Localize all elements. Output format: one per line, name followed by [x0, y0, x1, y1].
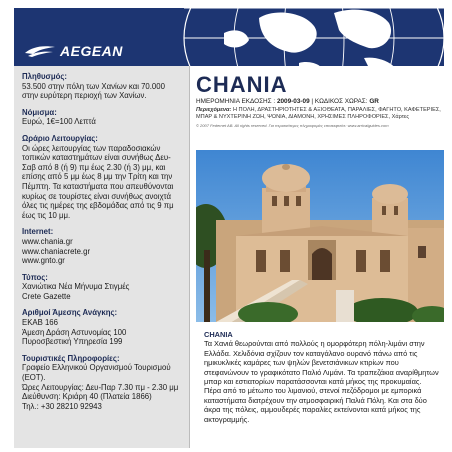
brand-name: AEGEAN: [60, 43, 123, 59]
emergency-section: [22, 308, 181, 346]
aegean-logo: [24, 43, 123, 59]
section-text: Οι ώρες λειτουργίας των παραδοσιακών τοπικών καταστημάτων είναι συνήθως Δευ-Σαβ από 8 (ή 9) πμ έως 2.30 (ή 3) μμ, και επίσης από 5 μμ έως 8 μμ την Τρίτη και την Πέμπτη. Τα καταστήματα που απευθύνονται κυρίως σε τουρίστες είναι συνήθως ανοιχτά όλες τις ημέρες της εβδομάδας από τις 9 πμ έως τις 10 μμ.: [22, 143, 174, 220]
section-heading: Νόμισμα:: [22, 107, 57, 117]
contents-list: [196, 107, 444, 121]
description-title: CHANIA: [204, 330, 233, 339]
currency-section: [22, 108, 181, 127]
section-text: www.chania.gr www.chaniacrete.gr www.gnto.gr: [22, 236, 91, 266]
section-heading: Πληθυσμός:: [22, 72, 67, 81]
description-text: Τα Χανιά θεωρούνται από πολλούς η ομορφότερη πόλη-λιμάνι στην Ελλάδα. Χελιδόνια σχίζουν τον καταγάλανο ουρανό πάνω από τις ημικυκλικές καμάρες των ψηλών βενετσιάνικων κτιρίων που στεφανώνουν το γραφικότατο Παλιό Λιμάνι. Τα τραπεζάκια αναρίθμητων μπαρ και εστιατορίων παρατάσσονται κατά μήκος της προκυμαίας. Πέρα από το μέτωπο του λιμανιού, στενοί πεζόδρομοι με εμπορικά καταστήματα διατρέχουν την ατμοσφαιρική Παλιά Πόλη. Και στα δύο άκρα της πόλεις, αμμουδερές παραλίες εκτείνονται κατά μήκος της ακτογραμμής.: [204, 339, 439, 424]
issue-meta: [196, 98, 444, 106]
press-section: [22, 273, 181, 302]
contents-label: Περιεχόμενα:: [196, 107, 232, 113]
population-section: [22, 72, 181, 101]
section-heading: Αριθμοί Άμεσης Ανάγκης:: [22, 308, 118, 318]
guide-page: [14, 8, 444, 448]
city-title: CHANIA: [196, 72, 288, 97]
country-code: GR: [369, 98, 379, 105]
section-heading: Τουριστικές Πληροφορίες:: [22, 353, 120, 363]
section-text: Χανιώτικα Νέα Μήνυμα Στιγμές Crete Gazette: [22, 282, 130, 301]
tourist-info-section: [22, 354, 181, 412]
section-text: 53.500 στην πόλη των Χανίων και 70.000 στην ευρύτερη περιοχή των Χανίων.: [22, 81, 165, 101]
section-heading: Τύπος:: [22, 272, 48, 282]
section-text: ΕΚΑΒ 166 Άμεση Δράση Αστυνομίας 100 Πυροσβεστική Υπηρεσία 199: [22, 318, 127, 347]
issue-date-label: ΗΜΕΡΟΜΗΝΙΑ ΕΚΔΟΣΗΣ :: [196, 98, 276, 105]
section-heading: Internet:: [22, 227, 54, 237]
section-text: Γραφείο Ελληνικού Οργανισμού Τουρισμού (ΕΟΤ). Ώρες Λειτουργίας: Δευ-Παρ 7.30 πμ - 2.30 μμ Διεύθυνση: Κριάρη 40 (Πλατεία 1866) Τηλ.: +30 28210 92943: [22, 363, 179, 411]
opening-hours-section: [22, 134, 181, 220]
monastery-illustration: [196, 150, 444, 322]
internet-section: [22, 227, 181, 265]
globe-map-icon: [164, 8, 444, 66]
monastery-photo: [196, 150, 444, 322]
contents-text: Η ΠΟΛΗ, ΔΡΑΣΤΗΡΙΟΤΗΤΕΣ & ΑΞΙΟΘΕΑΤΑ, ΠΑΡΑΛΙΕΣ, ΦΑΓΗΤΟ, ΚΑΦΕΤΕΡΙΕΣ, ΜΠΑΡ & ΝΥΧΤΕΡΙΝΗ ΖΩΗ, ΨΩΝΙΑ, ΔΙΑΜΟΝΗ, ΧΡΗΣΙΜΕΣ ΠΛΗΡΟΦΟΡΙΕΣ, Χάρτες: [196, 107, 441, 120]
issue-date: 2009-03-09: [276, 98, 310, 105]
section-text: Ευρώ, 1€=100 Λεπτά: [22, 117, 96, 127]
copyright-note: © 2007 Federnet AB. All rights reserved. Για περισσότερες πληροφορίες επισκεφτείτε: www.arrivalguides.com: [196, 123, 389, 128]
info-sidebar: [14, 66, 190, 448]
bird-logo-icon: [24, 44, 56, 58]
country-code-label: | ΚΩΔΙΚΟΣ ΧΩΡΑΣ:: [311, 98, 368, 105]
city-description: [204, 330, 440, 424]
header-banner: [14, 8, 444, 66]
main-content: [196, 66, 444, 448]
section-heading: Ωράριο Λειτουργίας:: [22, 133, 98, 143]
